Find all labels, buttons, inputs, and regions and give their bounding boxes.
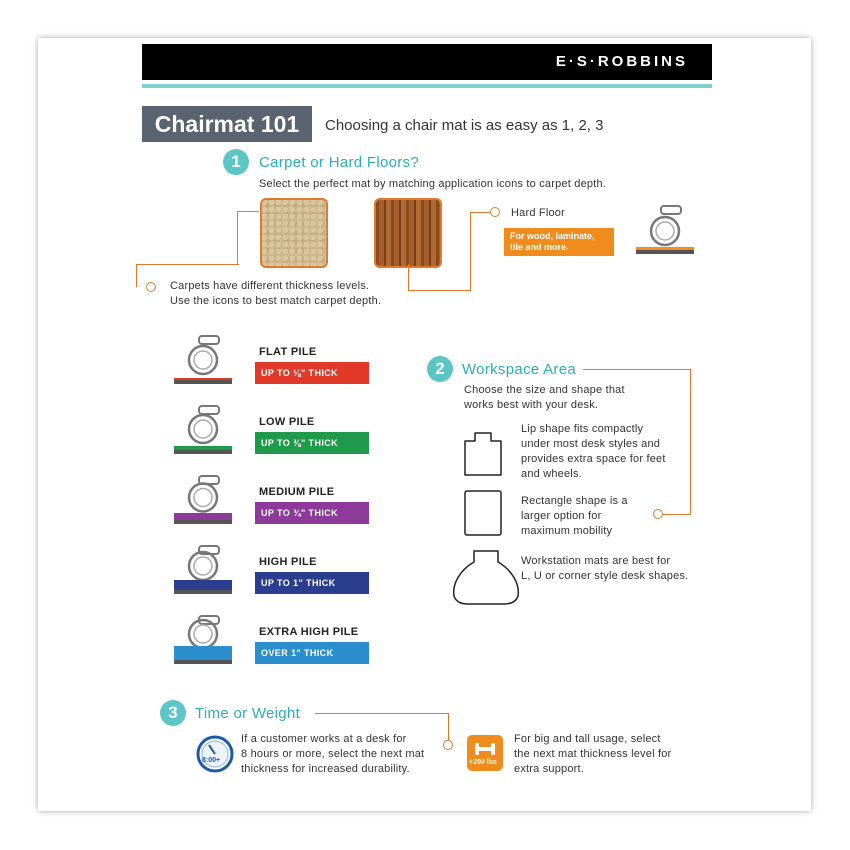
- time-connector: [448, 713, 451, 741]
- time-text-3: thickness for increased durability.: [241, 763, 410, 775]
- section-2-intro-2: works best with your desk.: [464, 399, 599, 411]
- hard-floor-connector: [408, 290, 471, 293]
- carpet-connector: [237, 211, 259, 214]
- weight-icon: [467, 735, 503, 771]
- time-connector: [315, 713, 449, 716]
- hard-floor-box: [504, 228, 614, 256]
- pile-thickness-bar: UP TO ⅛" THICK: [255, 362, 369, 384]
- wood-swatch: [374, 198, 442, 268]
- pile-chair-icon: [172, 614, 234, 666]
- step-3-badge: 3: [160, 700, 186, 726]
- step-2-badge: 2: [427, 356, 453, 382]
- time-text-1: If a customer works at a desk for: [241, 733, 407, 745]
- weight-label: +200 lbs: [469, 759, 497, 766]
- pile-chair-icon: [172, 474, 234, 526]
- section-1-intro: Select the perfect mat by matching application icons to carpet depth.: [259, 178, 607, 190]
- carpet-note-line-1: Carpets have different thickness levels.: [170, 280, 370, 292]
- carpet-note-line-2: Use the icons to best match carpet depth.: [170, 295, 382, 307]
- lip-text-3: provides extra space for feet: [521, 453, 666, 465]
- pile-chair-icon: [172, 404, 234, 456]
- lip-text-2: under most desk styles and: [521, 438, 661, 450]
- hard-floor-box-line-2: tile and more.: [510, 242, 569, 252]
- step-1-badge: 1: [223, 149, 249, 175]
- hard-floor-connector: [470, 212, 490, 215]
- hard-floor-label: Hard Floor: [511, 207, 565, 219]
- rectangle-text-2: larger option for: [521, 510, 602, 522]
- pile-thickness-bar: UP TO ¾" THICK: [255, 502, 369, 524]
- hard-floor-chair-icon: [634, 204, 696, 256]
- hard-floor-connector: [470, 212, 473, 291]
- pile-chair-icon: [172, 334, 234, 386]
- pile-thickness-bar: UP TO ⅜" THICK: [255, 432, 369, 454]
- carpet-connector: [136, 264, 239, 267]
- pile-name: FLAT PILE: [259, 346, 317, 358]
- header-divider: [142, 84, 712, 88]
- carpet-connector: [237, 211, 240, 264]
- carpet-connector-dot: [146, 282, 156, 292]
- lip-text-1: Lip shape fits compactly: [521, 423, 644, 435]
- lip-mat-icon: [463, 431, 503, 479]
- workspace-connector: [583, 369, 691, 372]
- brand-logo: E·S·ROBBINS: [555, 53, 688, 70]
- pile-name: MEDIUM PILE: [259, 486, 335, 498]
- hard-floor-box-line-1: For wood, laminate,: [510, 231, 595, 241]
- workstation-mat-icon: [450, 548, 522, 606]
- rectangle-mat-icon: [463, 489, 503, 537]
- weight-text-1: For big and tall usage, select: [514, 733, 661, 745]
- workspace-connector-dot: [653, 509, 663, 519]
- lip-text-4: and wheels.: [521, 468, 582, 480]
- header-bar: [142, 44, 712, 80]
- page-subtitle: Choosing a chair mat is as easy as 1, 2, 3: [325, 117, 604, 134]
- workstation-text-1: Workstation mats are best for: [521, 555, 671, 567]
- carpet-connector: [136, 264, 139, 287]
- workstation-text-2: L, U or corner style desk shapes.: [521, 570, 689, 582]
- time-connector-dot: [443, 740, 453, 750]
- section-1-title: Carpet or Hard Floors?: [259, 154, 419, 171]
- pile-name: LOW PILE: [259, 416, 315, 428]
- hard-floor-connector: [408, 264, 411, 290]
- carpet-swatch: [260, 198, 328, 268]
- rectangle-text-3: maximum mobility: [521, 525, 613, 537]
- pile-chair-icon: [172, 544, 234, 596]
- gauge-icon: [196, 735, 234, 773]
- time-text-2: 8 hours or more, select the next mat: [241, 748, 425, 760]
- pile-thickness-bar: OVER 1" THICK: [255, 642, 369, 664]
- page-title: Chairmat 101: [142, 106, 312, 142]
- pile-thickness-bar: UP TO 1" THICK: [255, 572, 369, 594]
- rectangle-text-1: Rectangle shape is a: [521, 495, 628, 507]
- section-2-title: Workspace Area: [462, 361, 576, 378]
- workspace-connector: [663, 514, 691, 517]
- weight-text-2: the next mat thickness level for: [514, 748, 672, 760]
- gauge-label: 8:00+: [202, 757, 221, 764]
- hard-floor-connector-dot: [490, 207, 500, 217]
- weight-text-3: extra support.: [514, 763, 585, 775]
- chairmat-sheet: [38, 38, 811, 811]
- pile-name: HIGH PILE: [259, 556, 317, 568]
- section-2-intro-1: Choose the size and shape that: [464, 384, 625, 396]
- workspace-connector: [690, 369, 693, 514]
- section-3-title: Time or Weight: [195, 705, 301, 722]
- pile-name: EXTRA HIGH PILE: [259, 626, 359, 638]
